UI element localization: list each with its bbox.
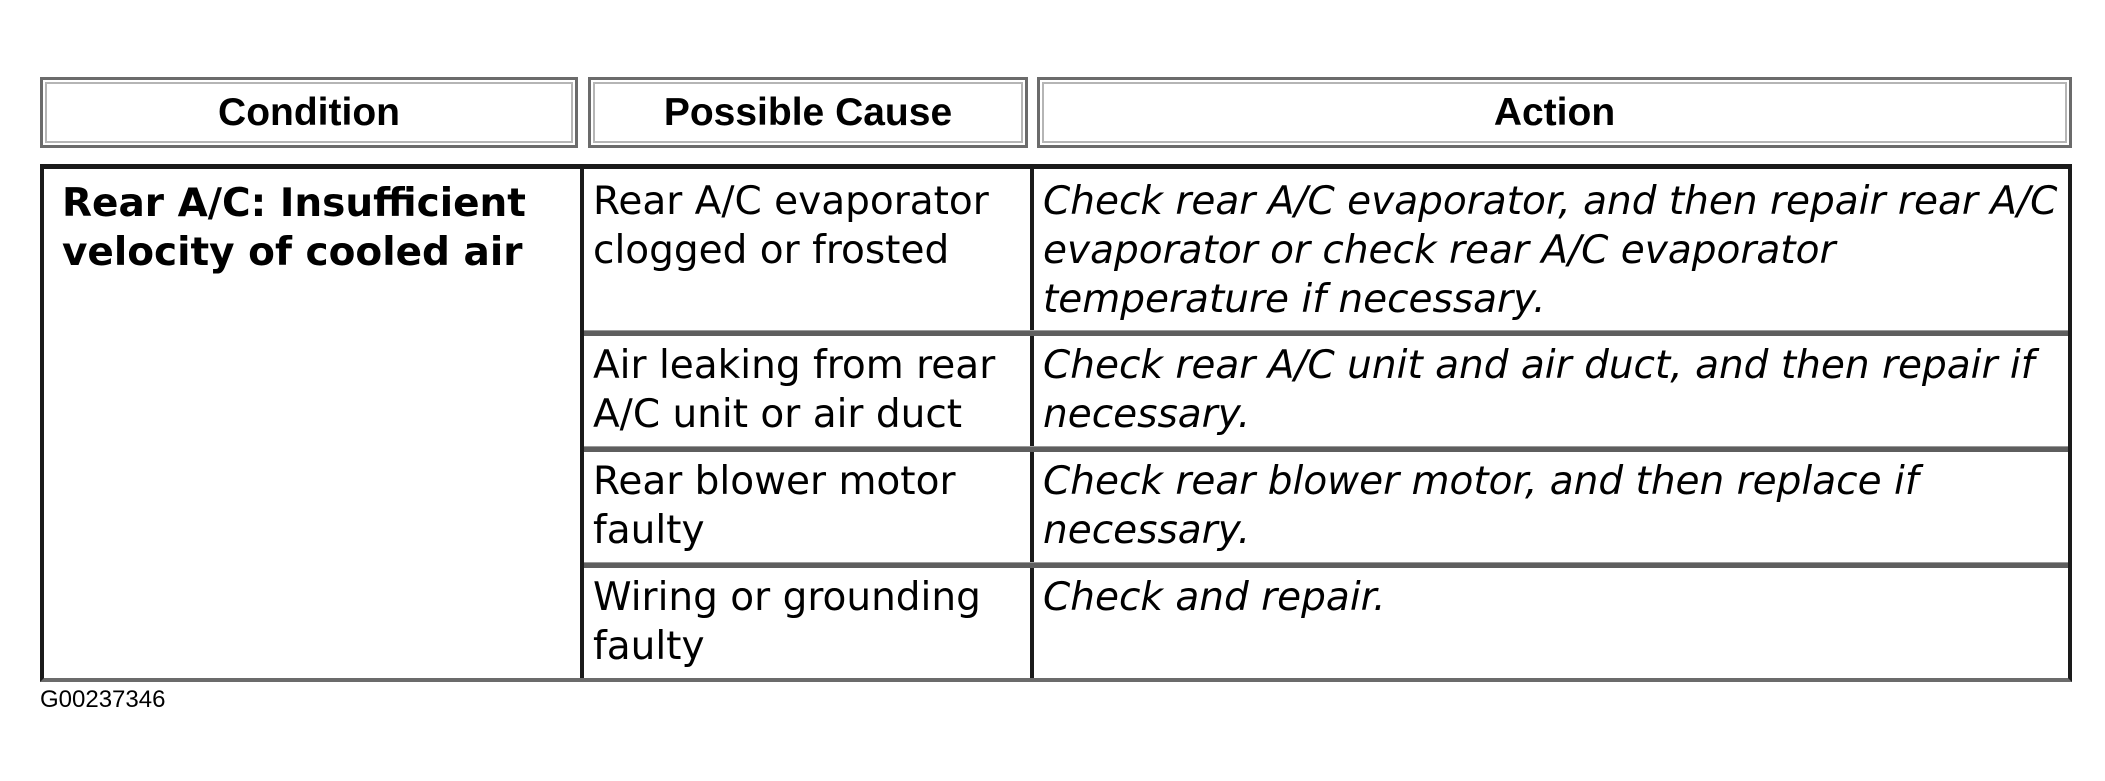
header-condition-label: Condition — [218, 90, 400, 134]
troubleshooting-table — [40, 164, 2072, 682]
condition-cell: Rear A/C: Insufficient velocity of cooled air — [62, 181, 526, 275]
row-divider — [584, 330, 2068, 336]
row-divider — [584, 446, 2068, 452]
row-divider — [584, 562, 2068, 568]
header-possible-cause-label: Possible Cause — [663, 90, 953, 134]
action-cell: Check and repair. — [1043, 575, 1386, 620]
action-cell: Check rear A/C evaporator, and then repair rear A/C evaporator or check rear A/C evaporator temperature if necessary. — [1043, 179, 2058, 322]
cause-cell: Rear A/C evaporator clogged or frosted — [593, 179, 989, 273]
header-condition — [40, 77, 578, 148]
header-action — [1037, 77, 2072, 148]
header-action-label: Action — [1493, 90, 1616, 134]
figure-id: G00237346 — [40, 686, 166, 713]
cause-cell: Rear blower motor faulty — [593, 459, 956, 553]
action-cell: Check rear blower motor, and then replace if necessary. — [1043, 459, 1919, 553]
header-possible-cause — [588, 77, 1028, 148]
cause-cell: Air leaking from rear A/C unit or air duct — [593, 343, 996, 437]
column-divider — [580, 169, 584, 678]
action-cell: Check rear A/C unit and air duct, and then repair if necessary. — [1043, 343, 2035, 437]
cause-cell: Wiring or grounding faulty — [593, 575, 981, 669]
column-divider — [1030, 169, 1034, 678]
